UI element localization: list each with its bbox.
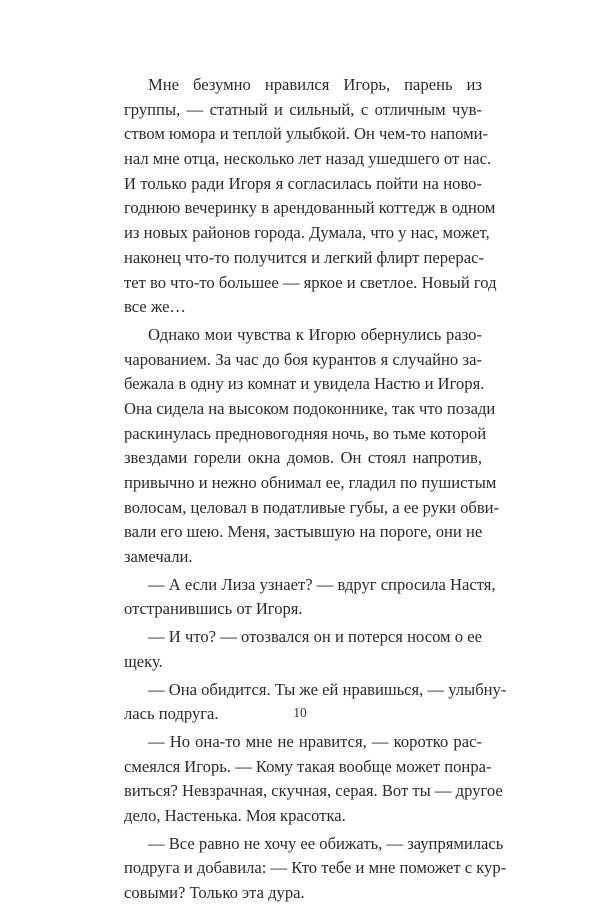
text-line: бежала в одну из комнат и увидела Настю и Игоря. — [124, 374, 485, 394]
text-line: из новых районов города. Думала, что у нас, может, — [124, 223, 490, 243]
text-line: — Но она-то мне не нравится, — коротко рас- — [148, 731, 482, 751]
text-line: лась подруга. — [124, 704, 219, 724]
text-line: — А если Лиза узнает? — вдруг спросила Настя, — [148, 574, 496, 594]
text-line: замечали. — [124, 547, 193, 567]
text-line: волосам, целовал в податливые губы, а ее руки обви- — [124, 497, 500, 517]
text-line: ством юмора и теплой улыбкой. Он чем-то напоми- — [124, 124, 489, 144]
text-line: привычно и нежно обнимал ее, гладил по пушистым — [124, 473, 497, 492]
text-line: отстранившись от Игоря. — [124, 599, 303, 619]
page-number: 10 — [293, 705, 307, 720]
text-line: И только ради Игоря я согласилась пойти на ново- — [124, 173, 482, 193]
text-line: дело, Настенька. Моя красотка. — [124, 805, 346, 825]
text-line: группы, — статный и сильный, с отличным чув- — [124, 99, 482, 119]
text-line: щеку. — [124, 651, 163, 671]
text-line: чарованием. За час до боя курантов я случайно за- — [124, 349, 482, 369]
body-text — [124, 73, 507, 906]
text-line: Однако мои чувства к Игорю обернулись разо- — [148, 324, 482, 344]
text-line: совыми? Только эта дура. — [124, 883, 305, 902]
text-line: годнюю вечеринку в арендованный коттедж в одном — [124, 198, 496, 218]
text-line: нал мне отца, несколько лет назад ушедшего от нас. — [124, 149, 492, 169]
text-line: вали его шею. Меня, застывшую на пороге, они не — [124, 522, 483, 542]
text-line: звездами горели окна домов. Он стоял напротив, — [124, 448, 482, 468]
text-line: Мне безумно нравился Игорь, парень из — [148, 75, 482, 94]
text-line: — И что? — отозвался он и потерся носом о ее — [148, 627, 482, 647]
text-line: подруга и добавила: — Кто тебе и мне поможет с кур- — [124, 858, 507, 878]
text-line: все же… — [124, 297, 187, 317]
text-line: — Она обидится. Ты же ей нравишься, — улыбну- — [148, 679, 507, 699]
text-line: смеялся Игорь. — Кому такая вообще может понра- — [124, 756, 492, 776]
text-line: раскинулась предновогодняя ночь, во тьме которой — [124, 423, 487, 443]
text-line: — Все равно не хочу ее обижать, — заупрямилась — [148, 833, 504, 853]
text-line: тет во что-то большее — яркое и светлое. Новый год — [124, 272, 497, 292]
text-line: Она сидела на высоком подоконнике, так что позади — [124, 398, 496, 418]
text-line: виться? Невзрачная, скучная, серая. Вот ты — другое — [124, 781, 503, 801]
text-line: наконец что-то получится и легкий флирт перерас- — [124, 247, 484, 267]
